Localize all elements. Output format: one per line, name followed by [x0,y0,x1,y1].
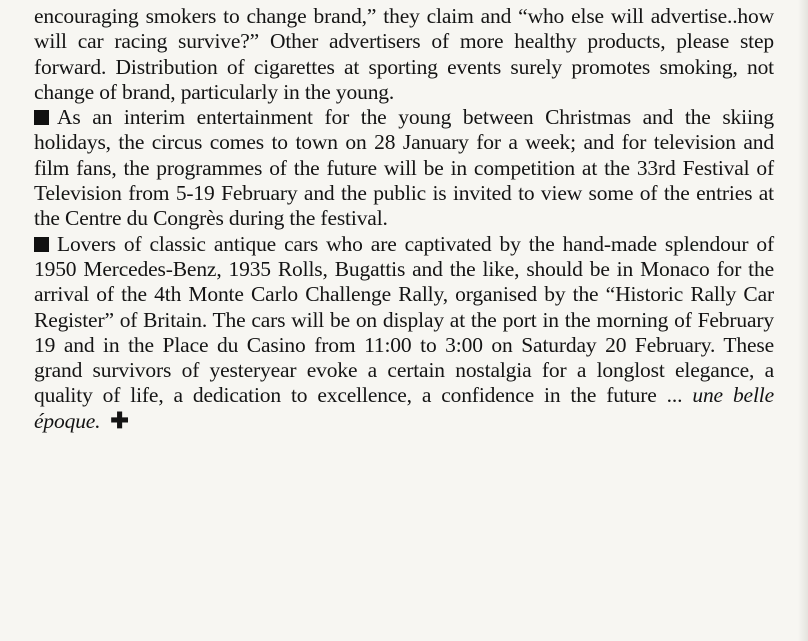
paragraph-cigarette-advertising [34,4,774,105]
square-bullet-icon [34,110,49,125]
paragraph-circus-festival [34,105,774,231]
paragraph-text: encouraging smokers to change brand,” they claim and “who else will advertise..how will car racing survive?” Other advertisers of more healthy products, please step forward. Distribution of cigarettes at sporting events surely promotes smoking, not change of brand, particularly in the young. [34,4,774,104]
end-of-article-cross-icon: ✚ [110,407,129,433]
page-edge-shadow [798,0,808,641]
square-bullet-icon [34,237,49,252]
article-text-block [34,4,774,434]
paragraph-classic-car-rally [34,232,774,434]
paragraph-text: Lovers of classic antique cars who are captivated by the hand-made splendour of 1950 Mercedes-Benz, 1935 Rolls, Bugattis and the like, should be in Monaco for the arrival of the 4th Monte Carlo Challenge Rally, organised by the “Historic Rally Car Register” of Britain. The cars will be on display at the port in the morning of February 19 and in the Place du Casino from 11:00 to 3:00 on Saturday 20 February. These grand survivors of yesteryear evoke a certain nostalgia for a longlost elegance, a quality of life, a dedication to excellence, a confidence in the future ... [34,231,774,408]
paragraph-text: As an interim entertainment for the young between Christmas and the skiing holidays, the circus comes to town on 28 January for a week; and for television and film fans, the programmes of the future will be in competition at the 33rd Festival of Television from 5-19 February and the public is invited to view some of the entries at the Centre du Congrès during the festival. [34,105,774,231]
italic-closing-phrase: une belle époque. [34,383,774,433]
